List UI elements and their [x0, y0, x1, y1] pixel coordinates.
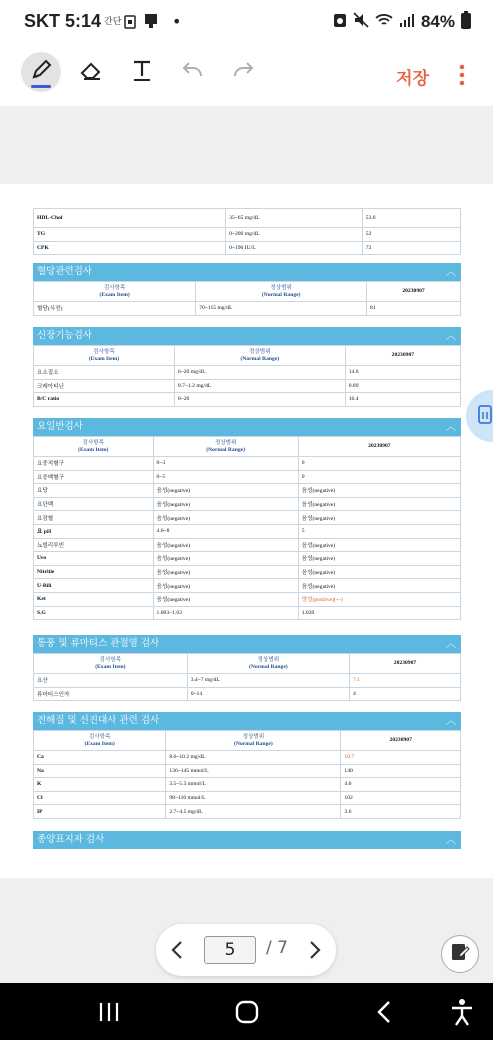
result-value: 52 — [362, 228, 460, 242]
table-row — [34, 302, 461, 316]
normal-range: 8.6~10.2 mg/dL — [166, 751, 341, 765]
exam-item: Nitritie — [34, 565, 154, 579]
exam-item: 요잠혈 — [34, 511, 154, 525]
normal-range: 1.003~1.03 — [153, 606, 298, 620]
chevron-up-icon[interactable]: ︿ — [446, 835, 456, 846]
exam-item: CPK — [34, 241, 226, 255]
exam-item: 요당 — [34, 484, 154, 498]
result-value: 0 — [298, 470, 460, 484]
battery-percent: 84% — [420, 12, 455, 31]
table-row — [34, 674, 461, 688]
undo-icon — [181, 60, 205, 84]
result-value: 5 — [298, 524, 460, 538]
eraser-icon — [79, 59, 103, 85]
text-tool-button[interactable] — [122, 52, 162, 92]
column-header-item: 검사항목 (Exam Item) — [34, 731, 166, 751]
more-options-icon[interactable] — [457, 63, 467, 87]
column-header-date: 20230907 — [341, 731, 461, 751]
normal-range: 음성(negative) — [153, 592, 298, 606]
exam-item: Na — [34, 764, 166, 778]
column-header-item: 검사항목 (Exam Item) — [34, 654, 188, 674]
column-header-item: 검사항목 (Exam Item) — [34, 346, 175, 366]
exam-item: Ca — [34, 751, 166, 765]
section-header[interactable] — [33, 635, 461, 653]
normal-range: 음성(negative) — [153, 484, 298, 498]
result-value: 81 — [367, 302, 461, 316]
normal-range: 0~3 — [153, 457, 298, 471]
recent-apps-icon[interactable] — [98, 1002, 120, 1026]
section-header[interactable] — [33, 831, 461, 849]
result-value: 음성(negative) — [298, 565, 460, 579]
normal-range: 35~65 mg/dL — [226, 209, 363, 228]
redo-button[interactable] — [223, 52, 263, 92]
normal-range: 음성(negative) — [153, 511, 298, 525]
system-navigation-bar — [0, 983, 493, 1040]
exam-item: 요중적혈구 — [34, 457, 154, 471]
signal-icon — [399, 12, 415, 32]
table-header-row — [34, 282, 461, 302]
section-kidney-function — [33, 327, 461, 407]
section-title: 신장기능검사 — [37, 330, 93, 341]
normal-range: 음성(negative) — [153, 497, 298, 511]
section-blood-sugar — [33, 263, 461, 316]
table-row — [34, 606, 461, 620]
active-tool-indicator — [31, 85, 51, 88]
exam-item: 크레아티닌 — [34, 379, 175, 393]
exam-item: IP — [34, 805, 166, 819]
chevron-up-icon[interactable]: ︿ — [446, 716, 456, 727]
result-value: 0 — [298, 457, 460, 471]
phone-notify-icon — [144, 13, 162, 33]
result-value: 음성(negative) — [298, 579, 460, 593]
exam-item: 요산 — [34, 674, 188, 688]
table-row — [34, 209, 461, 228]
lipid-table-continued — [33, 208, 461, 255]
normal-range: 3.5~5.3 mmol/L — [166, 778, 341, 792]
column-header-date: 20230907 — [349, 654, 460, 674]
column-header-range: 정상범위 (Normal Range) — [174, 346, 345, 366]
normal-range: 70~115 mg/dL — [196, 302, 367, 316]
mute-icon — [353, 12, 369, 32]
table-row — [34, 470, 461, 484]
exam-item: Uro — [34, 552, 154, 566]
table-row — [34, 778, 461, 792]
normal-range: 음성(negative) — [153, 552, 298, 566]
pen-icon — [30, 59, 52, 85]
edit-document-icon — [450, 942, 470, 966]
table-row — [34, 579, 461, 593]
table-header-row — [34, 654, 461, 674]
exam-item: 류마티스인자 — [34, 687, 188, 701]
table-header-row — [34, 346, 461, 366]
back-icon[interactable] — [376, 1000, 392, 1028]
result-value: 140 — [341, 764, 461, 778]
section-title: 혈당관련검사 — [37, 266, 93, 277]
result-value: 음성(negative) — [298, 511, 460, 525]
column-header-range: 정상범위 (Normal Range) — [196, 282, 367, 302]
accessibility-icon[interactable] — [450, 998, 474, 1030]
table-row — [34, 497, 461, 511]
normal-range: 0~5 — [153, 470, 298, 484]
table-row — [34, 805, 461, 819]
exam-item: S.G — [34, 606, 154, 620]
section-electrolytes — [33, 712, 461, 819]
exam-item: 요 pH — [34, 524, 154, 538]
column-header-item: 검사항목 (Exam Item) — [34, 282, 196, 302]
wifi-icon — [375, 12, 393, 32]
result-value-abnormal: 양성(positive)(+-) — [298, 592, 460, 606]
section-title: 전해질 및 신진대사 관련 검사 — [37, 715, 160, 726]
document-top-margin — [0, 106, 493, 184]
text-icon — [131, 58, 153, 86]
column-header-date: 20230907 — [298, 437, 460, 457]
section-header[interactable] — [33, 712, 461, 730]
previous-page-icon[interactable] — [170, 938, 184, 966]
column-header-date: 20230907 — [367, 282, 461, 302]
section-title: 통풍 및 류마티스 관절염 검사 — [37, 638, 160, 649]
result-value: 1.020 — [298, 606, 460, 620]
normal-range: 3.4~7 mg/dL — [187, 674, 349, 688]
table-row — [34, 751, 461, 765]
redo-icon — [231, 60, 255, 84]
section-title: 요일반검사 — [37, 421, 83, 432]
table-row — [34, 764, 461, 778]
normal-range: 0~190 IU/L — [226, 241, 363, 255]
table-row — [34, 592, 461, 606]
normal-range: 0~200 mg/dL — [226, 228, 363, 242]
status-time: SKT 5:14 — [24, 11, 102, 31]
table-row — [34, 687, 461, 701]
normal-range: 음성(negative) — [153, 538, 298, 552]
more-notifications-dot: • — [172, 12, 182, 31]
result-value: 14.6 — [345, 366, 460, 380]
column-header-range: 정상범위 (Normal Range) — [187, 654, 349, 674]
notification-icon — [124, 14, 136, 33]
table-row — [34, 393, 461, 407]
table-row — [34, 538, 461, 552]
battery-icon — [461, 11, 471, 33]
result-value: 음성(negative) — [298, 497, 460, 511]
exam-item: Ket — [34, 592, 154, 606]
table-row — [34, 457, 461, 471]
normal-range: 6~20 mg/dL — [174, 366, 345, 380]
section-header[interactable] — [33, 327, 461, 345]
table-row — [34, 791, 461, 805]
exam-item: U-Bili — [34, 579, 154, 593]
exam-item: HDL-Chol — [34, 209, 226, 228]
exam-item: 뇨빌리루빈 — [34, 538, 154, 552]
normal-range: 2.7~4.5 mg/dL — [166, 805, 341, 819]
column-header-item: 검사항목 (Exam Item) — [34, 437, 154, 457]
section-title: 종양표지자 검사 — [37, 834, 105, 845]
result-value: 3.6 — [341, 805, 461, 819]
result-value: 4.0 — [341, 778, 461, 792]
exam-item: K — [34, 778, 166, 792]
result-value: 4 — [349, 687, 460, 701]
normal-range: 음성(negative) — [153, 579, 298, 593]
exam-item: 요중백혈구 — [34, 470, 154, 484]
table-row — [34, 241, 461, 255]
result-value: 음성(negative) — [298, 552, 460, 566]
normal-range: 0.7~1.2 mg/dL — [174, 379, 345, 393]
table-row — [34, 484, 461, 498]
result-value: 53.6 — [362, 209, 460, 228]
next-page-icon[interactable] — [308, 938, 322, 966]
normal-range: 0~20 — [174, 393, 345, 407]
page-total: / 7 — [266, 938, 288, 958]
result-value-abnormal: 7.1 — [349, 674, 460, 688]
section-tumor-markers — [33, 831, 461, 849]
exam-item: 요단백 — [34, 497, 154, 511]
result-value: 16.4 — [345, 393, 460, 407]
chevron-up-icon[interactable]: ︿ — [446, 331, 456, 342]
exam-item: Cl — [34, 791, 166, 805]
exam-item: B/C ratio — [34, 393, 175, 407]
result-value: 72 — [362, 241, 460, 255]
table-row — [34, 552, 461, 566]
table-row — [34, 379, 461, 393]
normal-range: 136~145 mmol/L — [166, 764, 341, 778]
edit-toolbar — [0, 44, 493, 106]
chevron-up-icon[interactable]: ︿ — [446, 422, 456, 433]
result-value-abnormal: 10.7 — [341, 751, 461, 765]
alarm-icon — [333, 12, 347, 32]
table-header-row — [34, 731, 461, 751]
table-row — [34, 524, 461, 538]
exam-item: 혈당(식전) — [34, 302, 196, 316]
table-row — [34, 366, 461, 380]
eraser-tool-button[interactable] — [71, 52, 111, 92]
normal-range: 0~14 — [187, 687, 349, 701]
clipboard-icon — [478, 404, 492, 428]
home-icon[interactable] — [235, 1000, 259, 1028]
page-number-input[interactable]: 5 — [204, 936, 256, 964]
normal-range: 98~110 mmol/L — [166, 791, 341, 805]
section-gout-rheumatism — [33, 635, 461, 701]
page-navigator — [156, 924, 336, 976]
undo-button[interactable] — [173, 52, 213, 92]
table-row — [34, 511, 461, 525]
normal-range: 4.6~8 — [153, 524, 298, 538]
table-row — [34, 565, 461, 579]
save-button[interactable]: 저장 — [396, 69, 429, 89]
column-header-range: 정상범위 (Normal Range) — [166, 731, 341, 751]
table-header-row — [34, 437, 461, 457]
chevron-up-icon[interactable]: ︿ — [446, 267, 456, 278]
chevron-up-icon[interactable]: ︿ — [446, 639, 456, 650]
status-mini-label: 간단 — [104, 17, 122, 27]
column-header-date: 20230907 — [345, 346, 460, 366]
column-header-range: 정상범위 (Normal Range) — [153, 437, 298, 457]
exam-item: TG — [34, 228, 226, 242]
result-value: 0.89 — [345, 379, 460, 393]
result-value: 음성(negative) — [298, 538, 460, 552]
exam-item: 요소질소 — [34, 366, 175, 380]
normal-range: 음성(negative) — [153, 565, 298, 579]
status-bar — [0, 0, 493, 44]
section-header[interactable] — [33, 418, 461, 436]
edit-note-button[interactable] — [441, 935, 479, 973]
table-row — [34, 228, 461, 242]
result-value: 음성(negative) — [298, 484, 460, 498]
result-value: 102 — [341, 791, 461, 805]
section-urinalysis — [33, 418, 461, 620]
section-header[interactable] — [33, 263, 461, 281]
